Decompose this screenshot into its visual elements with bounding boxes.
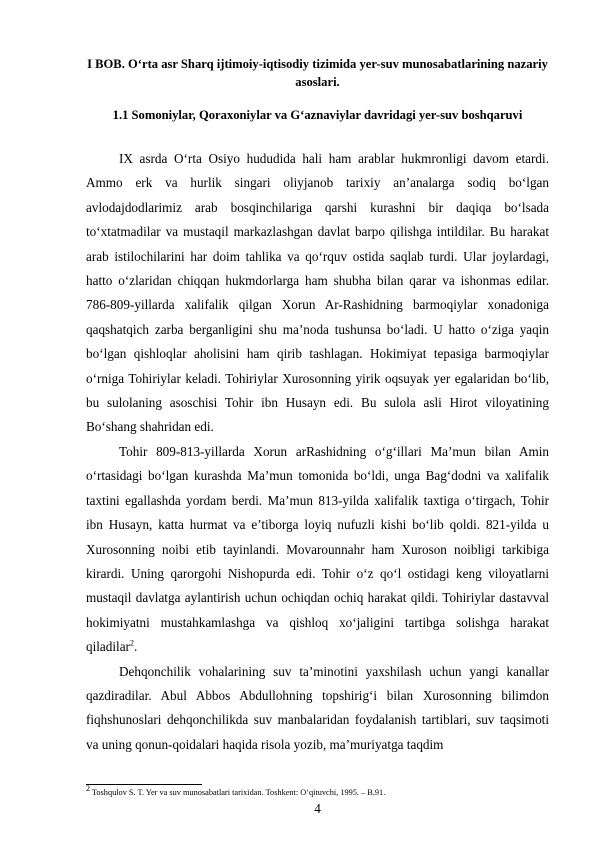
footnote-text: Toshqulov S. T. Yer va suv munosabatlari tarixidan. Toshkent: O‘qituvchi, 1995. – B.91.	[90, 788, 386, 797]
body-text	[86, 147, 549, 757]
page-number: 4	[314, 801, 321, 816]
footnote-divider	[86, 784, 202, 785]
paragraph-text: Tohir 809-813-yillarda Xorun arRashidning o‘g‘illari Ma’mun bilan Amin o‘rtasidagi bo‘lgan kurashda Ma’mun tomonida bo‘ldi, unga Bag‘dodni va xalifalik taxtini egallashda yordam berdi. Ma’mun 813-yilda xalifalik taxtiga o‘tirgach, Tohir ibn Husayn, katta hurmat va e’tiborga loyiq nufuzli kishi bo‘lib qoldi. 821-yilda u Xurosonning noibi etib tayinlandi. Movarounnahr ham Xuroson noibligi tarkibiga kirardi. Uning qarorgohi Nishopurda edi. Tohir o‘z qo‘l ostidagi keng viloyatlarni mustaqil davlatga aylantirish uchun ochiqdan ochiq harakat qildi. Tohiriylar dastavval hokimiyatni mustahkamlashga va qishloq xo‘jaligini tartibga solishga harakat qiladilar	[86, 443, 549, 655]
section-title: 1.1 Somoniylar, Qoraxoniylar va G‘aznaviylar davridagi yer-suv boshqaruvi	[112, 108, 523, 122]
paragraph-text: IX asrda O‘rta Osiyo hududida hali ham arablar hukmronligi davom etardi. Ammo erk va hurlik singari oliyjanob tarixiy an’analarga sodiq bo‘lgan avlodajdodlarimiz arab bosqinchilariga qarshi kurashni bir daqiqa bo‘lsada to‘xtatmadilar va mustaqil markazlashgan davlat barpo qilishga intildilar. Bu harakat arab istilochilarini har doim tahlika va qo‘rquv ostida saqlab turdi. Ular joylardagi, hatto o‘zlaridan chiqqan hukmdorlarga ham shubha bilan qarar va ishonmas edilar. 786-809-yillarda xalifalik qilgan Xorun Ar-Rashidning barmoqiylar xonadoniga qaqshatqich zarba berganligini shu ma’noda tushunsa bo‘ladi. U hatto o‘ziga yaqin bo‘lgan qishloqlar aholisini ham qirib tashlagan. Hokimiyat tepasiga barmoqiylar o‘rniga Tohiriylar keladi. Tohiriylar Xurosonning yirik oqsuyak yer egalaridan bo‘lib, bu sulolaning asoschisi Tohir ibn Husayn edi. Bu sulola asli Hirot viloyatining Bo‘shang shahridan edi.	[86, 151, 549, 435]
footnote-mark: 2	[86, 784, 90, 794]
paragraph	[86, 147, 549, 440]
paragraph: Tohir 809-813-yillarda Xorun arRashidning o‘g‘illari Ma’mun bilan Amin o‘rtasidagi bo‘lgan kurashda Ma’mun tomonida bo‘ldi, unga Bag‘dodni va xalifalik taxtini egallashda yordam berdi. Ma’mun 813-yilda xalifalik taxtiga o‘tirgach, Tohir ibn Husayn, katta hurmat va e’tiborga loyiq nufuzli kishi bo‘lib qoldi. 821-yilda u Xurosonning noibi etib tayinlandi. Movarounnahr ham Xuroson noibligi tarkibiga kirardi. Uning qarorgohi Nishopurda edi. Tohir o‘z qo‘l ostidagi keng viloyatlarni mustaqil davlatga aylantirish uchun ochiqdan ochiq harakat qildi. Tohiriylar dastavval hokimiyatni mustahkamlashga va qishloq xo‘jaligini tartibga solishga harakat qiladilar$^2$.	[86, 443, 549, 655]
paragraph	[86, 660, 549, 758]
paragraph-text: Dehqonchilik vohalarining suv ta’minotini yaxshilash uchun yangi kanallar qazdiradilar. Abul Abbos Abdullohning topshirig‘i bilan Xurosonning bilimdon fiqhshunoslari dehqonchilikda suv manbalaridan foydalanish tartiblari, suv taqsimoti va uning qonun-qoidalari haqida risola yozib, ma’muriyatga taqdim	[86, 663, 549, 752]
footnote	[86, 784, 549, 798]
chapter-title: I BOB. O‘rta asr Sharq ijtimoiy-iqtisodiy tizimida yer-suv munosabatlarining nazariy asoslari.	[87, 57, 548, 89]
footnote-reference[interactable]: 2	[129, 638, 134, 648]
